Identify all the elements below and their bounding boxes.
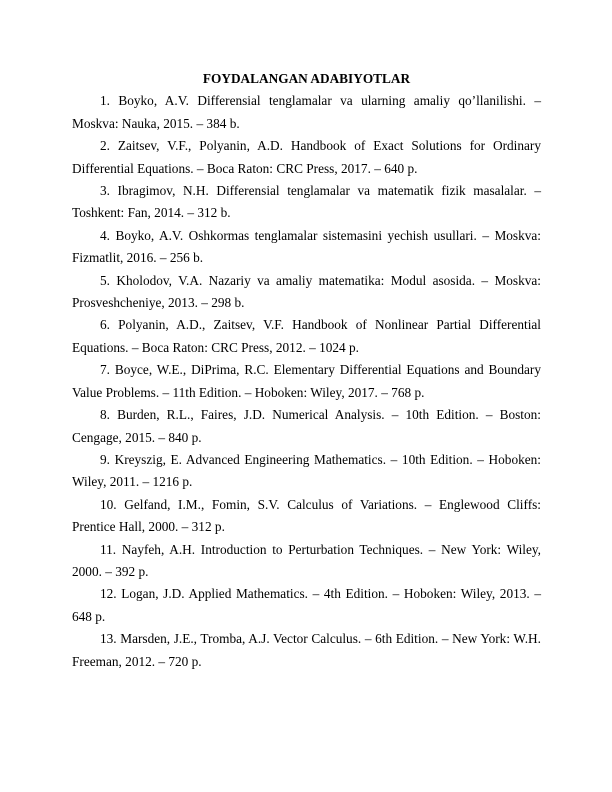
reference-item: 9. Kreyszig, E. Advanced Engineering Mathematics. – 10th Edition. – Hoboken: Wiley, 2011. – 1216 p. — [72, 451, 541, 490]
reference-item: 5. Kholodov, V.A. Nazariy va amaliy matematika: Modul asosida. – Moskva: Prosveshcheniye, 2013. – 298 b. — [72, 272, 541, 311]
reference-item: 2. Zaitsev, V.F., Polyanin, A.D. Handbook of Exact Solutions for Ordinary Differential Equations. – Boca Raton: CRC Press, 2017. – 640 p. — [72, 138, 541, 176]
page-title: FOYDALANGAN ADABIYOTLAR — [202, 71, 411, 86]
reference-item: 4. Boyko, A.V. Oshkormas tenglamalar sistemasini yechish usullari. – Moskva: Fizmatlit, 2016. – 256 b. — [72, 227, 541, 266]
reference-item: 12. Logan, J.D. Applied Mathematics. – 4th Edition. – Hoboken: Wiley, 2013. – 648 p. — [72, 586, 541, 624]
reference-item: 11. Nayfeh, A.H. Introduction to Perturbation Techniques. – New York: Wiley, 2000. – 392 p. — [72, 541, 541, 579]
reference-item: 10. Gelfand, I.M., Fomin, S.V. Calculus of Variations. – Englewood Cliffs: Prentice Hall, 2000. – 312 p. — [72, 496, 541, 535]
reference-item: 1. Boyko, A.V. Differensial tenglamalar va ularning amaliy qo’llanilishi. – Moskva: Nauka, 2015. – 384 b. — [72, 93, 541, 131]
reference-item: 8. Burden, R.L., Faires, J.D. Numerical Analysis. – 10th Edition. – Boston: Cengage, 2015. – 840 p. — [72, 407, 541, 445]
reference-item: 13. Marsden, J.E., Tromba, A.J. Vector Calculus. – 6th Edition. – New York: W.H. Freeman, 2012. – 720 p. — [72, 631, 541, 669]
document-page — [72, 68, 541, 673]
reference-item: 6. Polyanin, A.D., Zaitsev, V.F. Handbook of Nonlinear Partial Differential Equations. – Boca Raton: CRC Press, 2012. – 1024 p. — [72, 317, 541, 355]
reference-item: 3. Ibragimov, N.H. Differensial tenglamalar va matematik fizik masalalar. – Toshkent: Fan, 2014. – 312 b. — [72, 183, 541, 221]
reference-item: 7. Boyce, W.E., DiPrima, R.C. Elementary Differential Equations and Boundary Value Problems. – 11th Edition. – Hoboken: Wiley, 2017. – 768 p. — [72, 362, 541, 400]
